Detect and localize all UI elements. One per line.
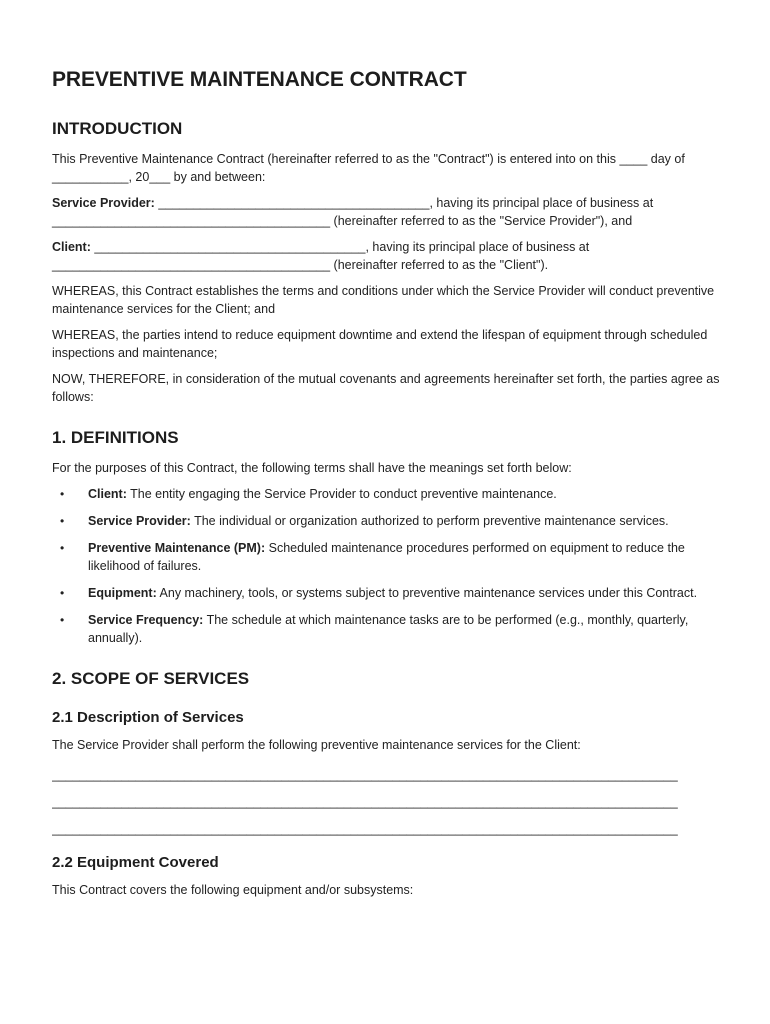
whereas-paragraph-1: WHEREAS, this Contract establishes the terms and conditions under which the Service Provider will conduct preventive maintenance services for the Client; and <box>52 284 715 316</box>
definitions-section <box>52 428 720 647</box>
scope-heading: 2. SCOPE OF SERVICES <box>52 669 250 688</box>
document-page <box>52 68 720 907</box>
description-subheading: 2.1 Description of Services <box>52 709 244 726</box>
list-item <box>52 584 720 602</box>
equipment-subheading: 2.2 Equipment Covered <box>52 854 219 871</box>
intro-paragraph: This Preventive Maintenance Contract (hereinafter referred to as the "Contract") is entered into on this ____ day of ___________, 20___ by and between: <box>52 152 685 184</box>
introduction-heading: INTRODUCTION <box>52 119 183 138</box>
definitions-lead: For the purposes of this Contract, the following terms shall have the meanings set forth below: <box>52 461 572 475</box>
document-title: PREVENTIVE MAINTENANCE CONTRACT <box>52 68 467 91</box>
definition-text: Any machinery, tools, or systems subject to preventive maintenance services under this Contract. <box>156 586 698 600</box>
blank-line: __________________________________________________________________________________________ <box>52 822 678 836</box>
client-paragraph <box>52 238 720 274</box>
bullet-icon: • <box>60 487 65 501</box>
definition-term: Service Provider: <box>88 514 191 528</box>
definition-term: Client: <box>88 487 127 501</box>
definition-term: Equipment: <box>88 586 157 600</box>
blank-line: __________________________________________________________________________________________ <box>52 768 678 782</box>
whereas-paragraph-2: WHEREAS, the parties intend to reduce equipment downtime and extend the lifespan of equipment through scheduled inspections and maintenance; <box>52 328 708 360</box>
bullet-icon: • <box>60 586 65 600</box>
definition-text: Scheduled maintenance procedures performed on equipment to reduce the likelihood of failures. <box>88 541 685 573</box>
definition-text: The schedule at which maintenance tasks are to be performed (e.g., monthly, quarterly, annually). <box>88 613 689 645</box>
service-provider-paragraph <box>52 194 720 230</box>
equipment-text: This Contract covers the following equipment and/or subsystems: <box>52 883 414 897</box>
bullet-icon: • <box>60 514 65 528</box>
list-item <box>52 485 720 503</box>
service-provider-label: Service Provider: <box>52 196 155 210</box>
equipment-subsection <box>52 854 720 899</box>
blank-line: __________________________________________________________________________________________ <box>52 795 678 809</box>
list-item <box>52 539 720 575</box>
bullet-icon: • <box>60 541 65 555</box>
list-item <box>52 512 720 530</box>
definition-term: Service Frequency: <box>88 613 204 627</box>
bullet-icon: • <box>60 613 65 627</box>
definition-text: The entity engaging the Service Provider to conduct preventive maintenance. <box>126 487 557 501</box>
now-therefore-paragraph: NOW, THEREFORE, in consideration of the mutual covenants and agreements hereinafter set forth, the parties agree as follows: <box>52 372 720 404</box>
description-text: The Service Provider shall perform the following preventive maintenance services for the Client: <box>52 738 581 752</box>
client-label: Client: <box>52 240 91 254</box>
definition-term: Preventive Maintenance (PM): <box>88 541 266 555</box>
definitions-list <box>52 485 720 647</box>
scope-section <box>52 669 720 899</box>
service-provider-text: _______________________________________, having its principal place of business at ________________________________________ (hereinafter referred to as the "Service Provider"), and <box>52 196 654 228</box>
client-text: _______________________________________, having its principal place of business at ________________________________________ (hereinafter referred to as the "Client"). <box>52 240 590 272</box>
description-subsection <box>52 709 720 838</box>
definitions-heading: 1. DEFINITIONS <box>52 428 179 447</box>
list-item <box>52 611 720 647</box>
definition-text: The individual or organization authorized to perform preventive maintenance services. <box>190 514 669 528</box>
